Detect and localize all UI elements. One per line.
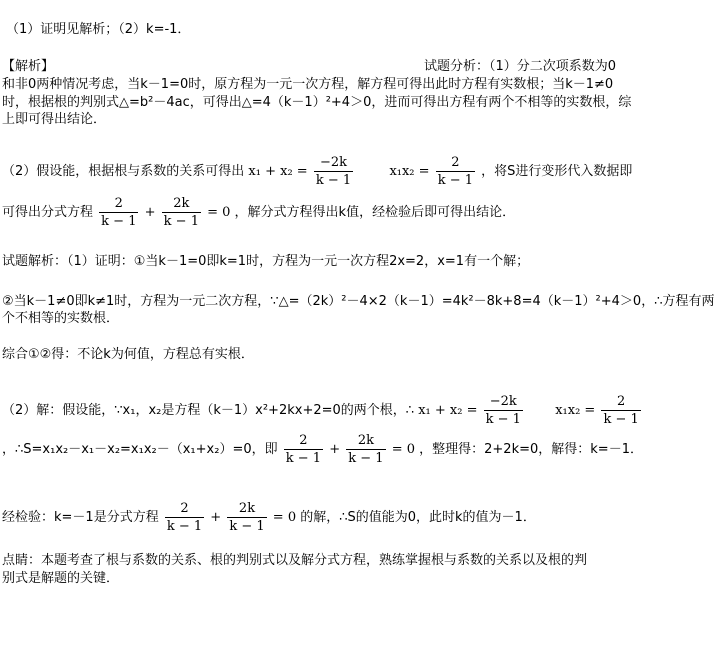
part2-analysis-line-1 — [2, 154, 632, 189]
analysis-line-3: 时，根据根的判别式△=b²－4ac，可得出△=4（k－1）²+4＞0，进而可得出方程有两个不相等的实数根，综 — [2, 95, 632, 110]
sum-fraction — [314, 154, 353, 189]
comment-line-2: 别式是解题的关键． — [2, 571, 120, 586]
fraction-2-over-k1: $\frac{2}{k - 1}$ — [101, 196, 137, 229]
answer-line: （1）证明见解析；（2）k=-1． — [6, 22, 191, 37]
comment-line-1: 点睛：本题考查了根与系数的关系、根的判别式以及解分式方程，熟练掌握根与系数的关系以及根的判 — [2, 553, 588, 568]
analysis-line-2: 和非0两种情况考虑，当k－1=0时，原方程为一元一次方程，解方程可得出此时方程有实数根；当k－1≠0 — [2, 77, 614, 92]
solution-part2-prefix: （2）解：假设能，∵x₁，x₂是方程（k－1）x²+2kx+2=0的两个根，∴ — [2, 403, 415, 418]
solution-line-2: ②当k－1≠0即k≠1时，方程为一元二次方程，∵△=（2k）²－4×2（k－1）=4k²－8k+8=4（k－1）²+4＞0，∴方程有两 — [2, 294, 714, 309]
check-prefix: 经检验：k=－1是分式方程 — [2, 510, 159, 525]
fraction-2-over-k1: $\frac{2}{k - 1}$ — [285, 433, 322, 466]
product-label: x₁x₂ = — [389, 164, 430, 179]
part2-suffix: ，将S进行变形代入数据即 — [481, 164, 633, 179]
check-suffix: 的解，∴S的值能为0，此时k的值为－1． — [300, 510, 536, 525]
product-fraction: $\frac{2}{k - 1}$ — [603, 394, 639, 427]
analysis-head: 试题分析：（1）分二次项系数为0 — [424, 59, 617, 74]
sum-label: x₁ + x₂ = — [248, 164, 308, 179]
analysis-tag: 【解析】 — [2, 59, 55, 74]
sum-fraction: $\frac{-2k}{k - 1}$ — [485, 394, 521, 427]
solution-part2-line-2: ，∴S=x₁x₂－x₁－x₂=x₁x₂－（x₁+x₂）=0，即 $\frac{2}{k - 1}$ + $\frac{2k}{k - 1}$ = 0 ，整理得：2+2k=0，解得：k=－1． — [2, 433, 643, 466]
fraction-2k-over-k1: $\frac{2k}{k - 1}$ — [229, 501, 265, 534]
solution-part2-line-1: （2）解：假设能，∵x₁，x₂是方程（k－1）x²+2kx+2=0的两个根，∴ x₁ + x₂ = $\frac{-2k}{k - 1}$ x₁x₂ = $\frac{2}{k - 1}$ — [2, 394, 639, 427]
fraction-2k-over-k1: $\frac{2k}{k - 1}$ — [163, 196, 199, 229]
solution-line-4: 综合①②得：不论k为何值，方程总有实根． — [2, 347, 254, 362]
numerator: −2k — [314, 154, 353, 172]
analysis-line-4: 上即可得出结论． — [2, 112, 107, 127]
denominator: k − 1 — [437, 173, 474, 188]
part2-analysis-line-2: 可得出分式方程 $\frac{2}{k - 1}$ + $\frac{2k}{k - 1}$ = 0 ，解分式方程得出k值，经检验后即可得出结论． — [2, 196, 516, 229]
numerator: 2 — [436, 154, 475, 172]
fraction-2-over-k1: $\frac{2}{k - 1}$ — [166, 501, 203, 534]
check-line: 经检验：k=－1是分式方程 $\frac{2}{k - 1}$ + $\frac{2k}{k - 1}$ = 0 的解，∴S的值能为0，此时k的值为－1． — [2, 501, 536, 534]
part2b-suffix: ，解分式方程得出k值，经检验后即可得出结论． — [234, 205, 516, 220]
solution-line-3: 个不相等的实数根． — [2, 311, 120, 326]
solution-part2b-prefix: ，∴S=x₁x₂－x₁－x₂=x₁x₂－（x₁+x₂）=0，即 — [2, 442, 278, 457]
solution-line-1: 试题解析：（1）证明：①当k－1=0即k=1时，方程为一元一次方程2x=2，x=1有一个解； — [2, 254, 530, 269]
solution-part2b-suffix: ，整理得：2+2k=0，解得：k=－1． — [419, 442, 643, 457]
part2b-prefix: 可得出分式方程 — [2, 205, 94, 220]
denominator: k − 1 — [315, 173, 352, 188]
fraction-2k-over-k1: $\frac{2k}{k - 1}$ — [348, 433, 384, 466]
part2-prefix: （2）假设能，根据根与系数的关系可得出 — [2, 164, 245, 179]
product-fraction — [436, 154, 475, 189]
